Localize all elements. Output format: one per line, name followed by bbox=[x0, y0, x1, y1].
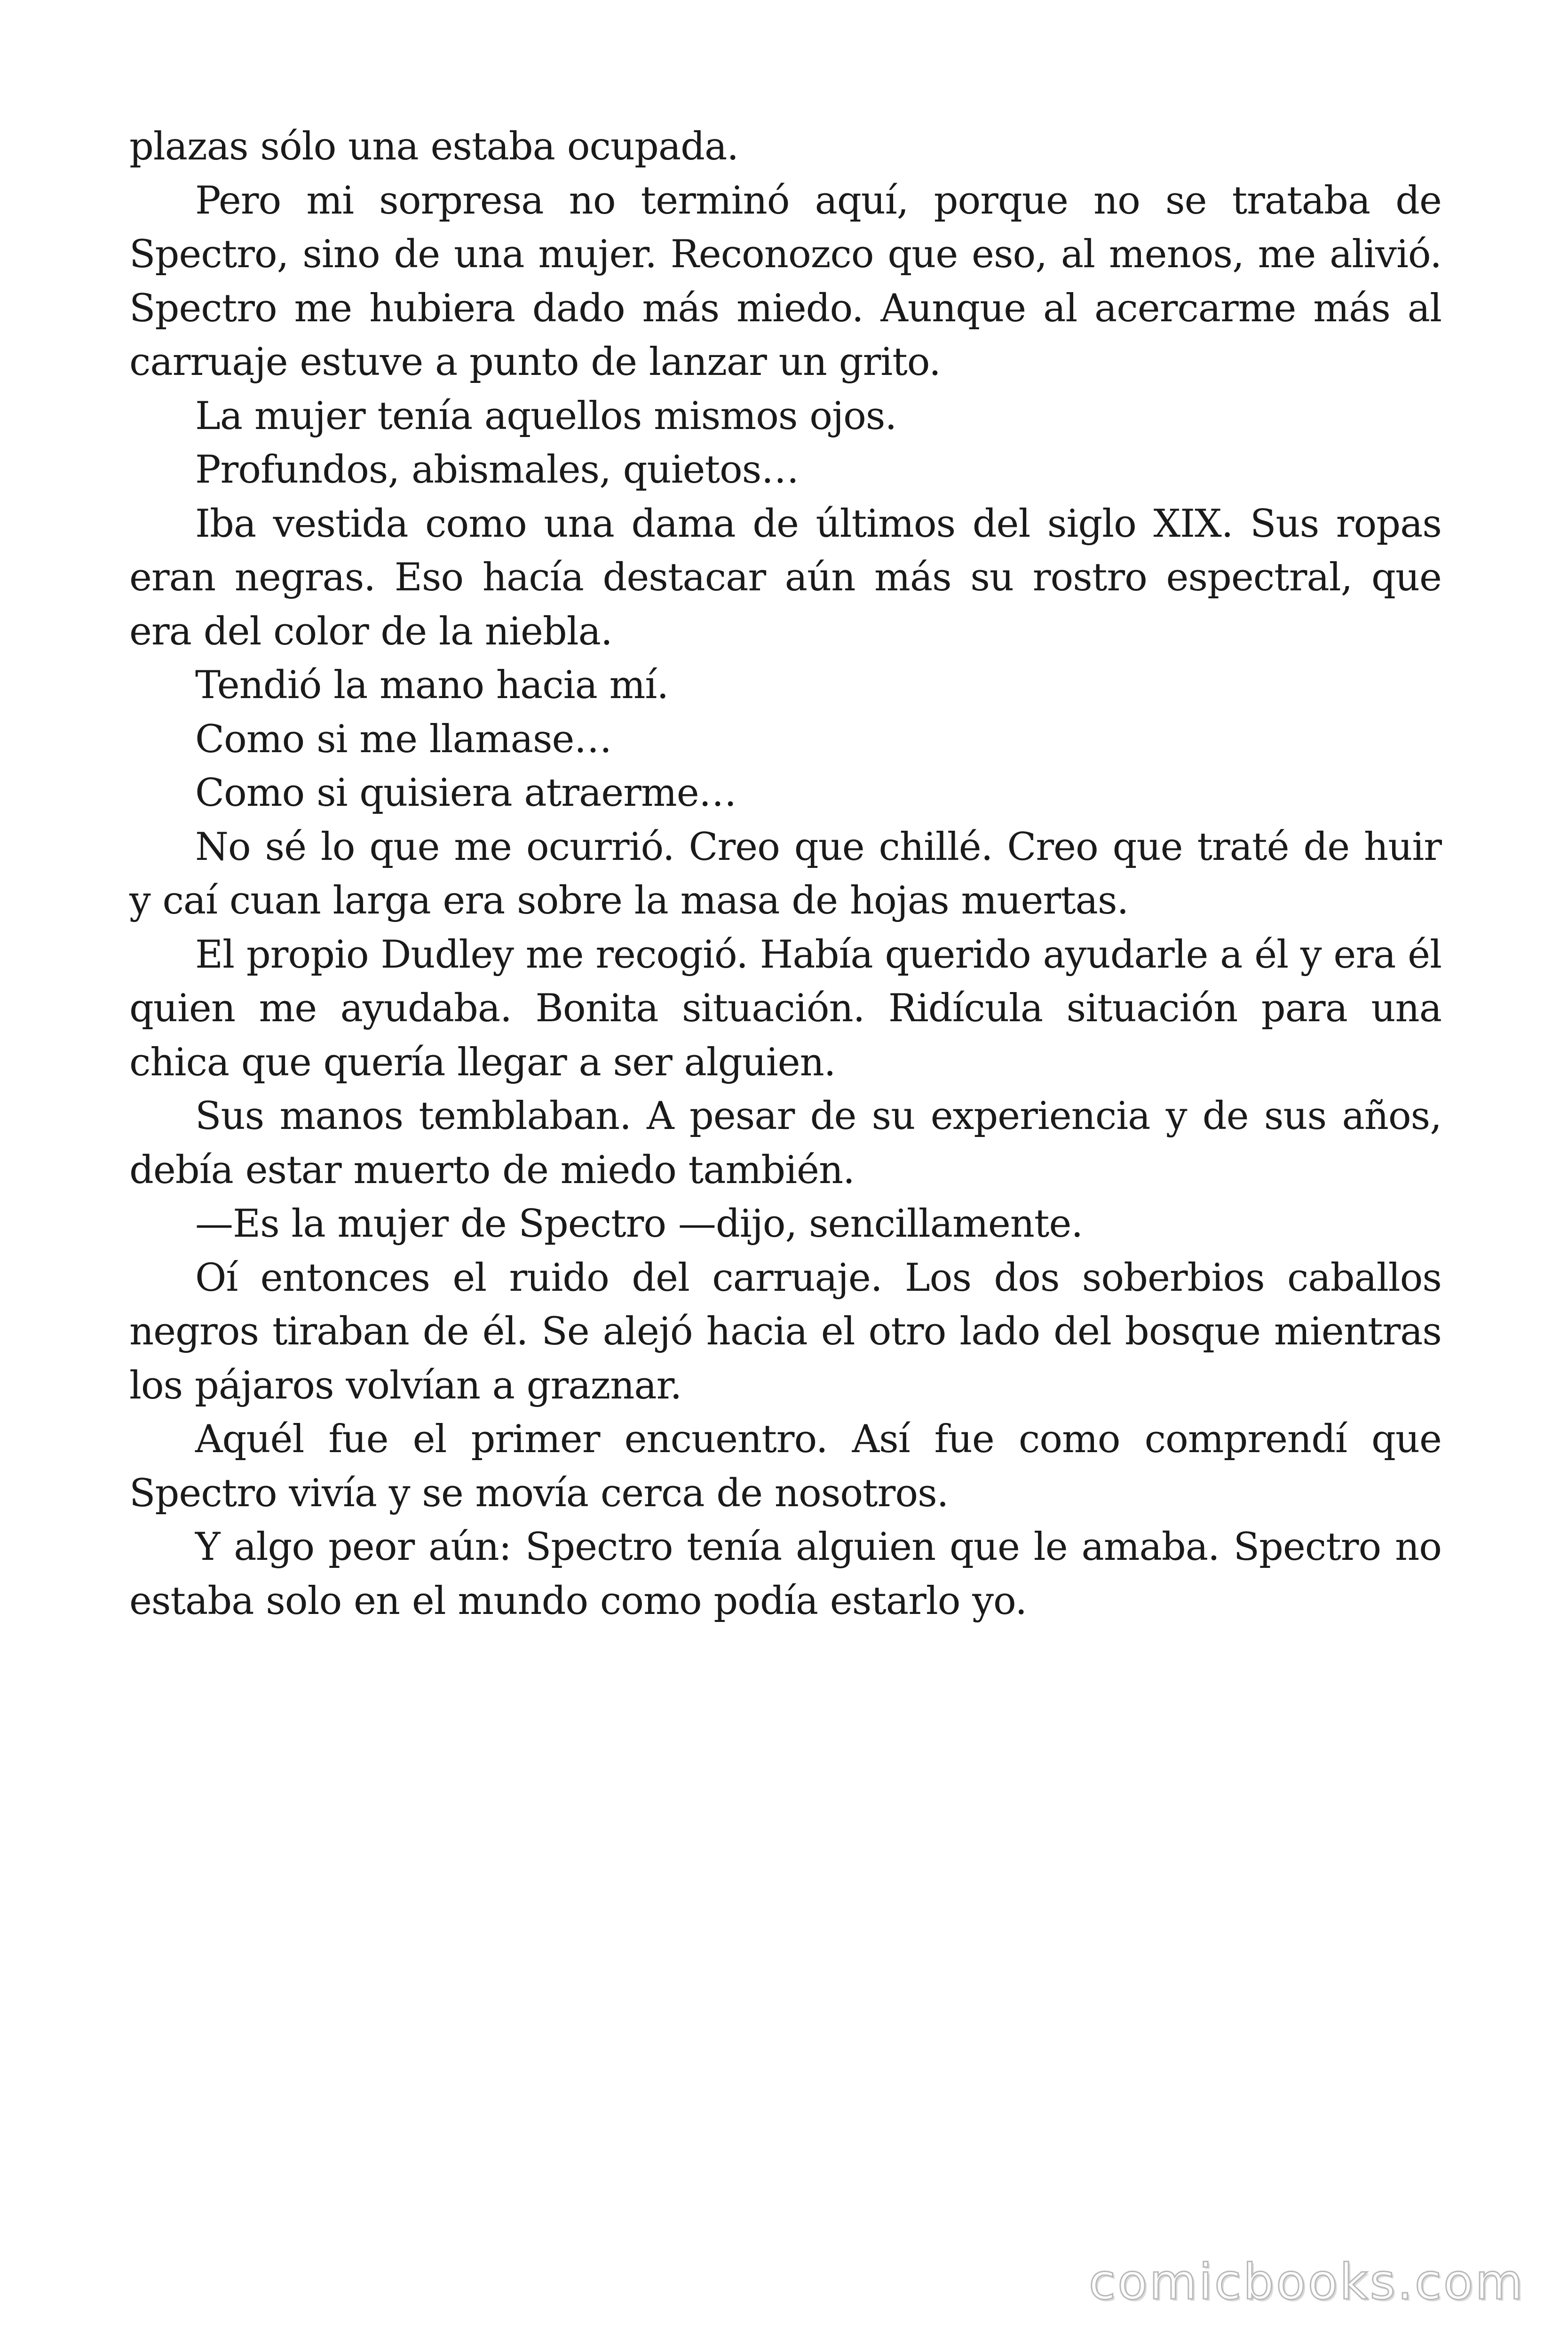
paragraph: Aquél fue el primer encuentro. Así fue como comprendí que Spectro vivía y se movía cerca de nosotros. bbox=[129, 1417, 1441, 1516]
paragraph: La mujer tenía aquellos mismos ojos. bbox=[195, 394, 897, 438]
paragraph: Tendió la mano hacia mí. bbox=[195, 663, 669, 707]
paragraph: Sus manos temblaban. A pesar de su experiencia y de sus años, debía estar muerto de miedo también. bbox=[129, 1094, 1441, 1192]
paragraph: El propio Dudley me recogió. Había querido ayudarle a él y era él quien me ayudaba. Bonita situación. Ridícula situación para una chica que quería llegar a ser alguien. bbox=[129, 932, 1441, 1085]
paragraph: Y algo peor aún: Spectro tenía alguien que le amaba. Spectro no estaba solo en el mundo como podía estarlo yo. bbox=[129, 1525, 1441, 1623]
paragraph: No sé lo que me ocurrió. Creo que chillé. Creo que traté de huir y caí cuan larga era sobre la masa de hojas muertas. bbox=[129, 825, 1441, 923]
paragraph: Oí entonces el ruido del carruaje. Los dos soberbios caballos negros tiraban de él. Se alejó hacia el otro lado del bosque mientras los pájaros volvían a graznar. bbox=[129, 1255, 1441, 1408]
page-body bbox=[129, 120, 1441, 1628]
watermark: comicbooks.com bbox=[1088, 2253, 1525, 2311]
paragraph: Profundos, abismales, quietos… bbox=[195, 448, 799, 492]
paragraph: Como si me llamase… bbox=[195, 717, 612, 762]
paragraph: Como si quisiera atraerme… bbox=[195, 771, 736, 815]
paragraph: —Es la mujer de Spectro —dijo, sencillamente. bbox=[195, 1202, 1083, 1246]
paragraph: Iba vestida como una dama de últimos del siglo XIX. Sus ropas eran negras. Eso hacía destacar aún más su rostro espectral, que era del color de la niebla. bbox=[129, 501, 1441, 654]
paragraph: Pero mi sorpresa no terminó aquí, porque no se trataba de Spectro, sino de una mujer. Reconozco que eso, al menos, me alivió. Spectro me hubiera dado más miedo. Aunque al acercarme más al carruaje estuve a punto de lanzar un grito. bbox=[129, 178, 1441, 384]
paragraph: plazas sólo una estaba ocupada. bbox=[129, 125, 739, 169]
